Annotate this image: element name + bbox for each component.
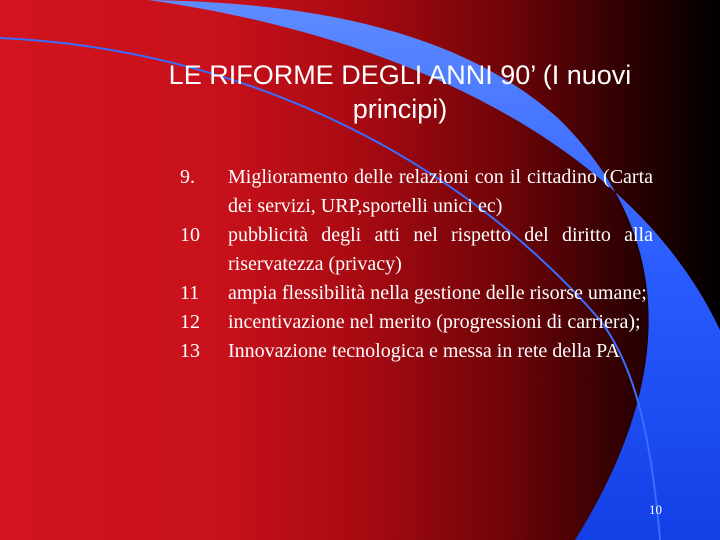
- list-item: [180, 337, 653, 366]
- list-item-number: 13: [180, 340, 200, 362]
- list-item-text: Innovazione tecnologica e messa in rete della PA: [228, 340, 620, 362]
- list-item-text: Miglioramento delle relazioni con il cittadino (Carta dei servizi, URP,sportelli unici ec): [228, 166, 653, 217]
- list-item: [180, 221, 653, 279]
- list-item-number: 9.: [180, 166, 195, 188]
- slide-title: LE RIFORME DEGLI ANNI 90’ (I nuovi principi): [168, 60, 632, 124]
- list-item-text: incentivazione nel merito (progressioni di carriera);: [228, 311, 641, 333]
- list-item: [180, 308, 653, 337]
- numbered-list: [180, 163, 653, 366]
- list-item: [180, 163, 653, 221]
- list-item-text: pubblicità degli atti nel rispetto del diritto alla riservatezza (privacy): [228, 224, 653, 275]
- list-item: [180, 279, 653, 308]
- list-item-text: ampia flessibilità nella gestione delle risorse umane;: [228, 282, 647, 304]
- list-item-number: 10: [180, 224, 200, 246]
- page-number: 10: [649, 502, 662, 517]
- list-item-number: 11: [180, 282, 200, 304]
- list-item-number: 12: [180, 311, 200, 333]
